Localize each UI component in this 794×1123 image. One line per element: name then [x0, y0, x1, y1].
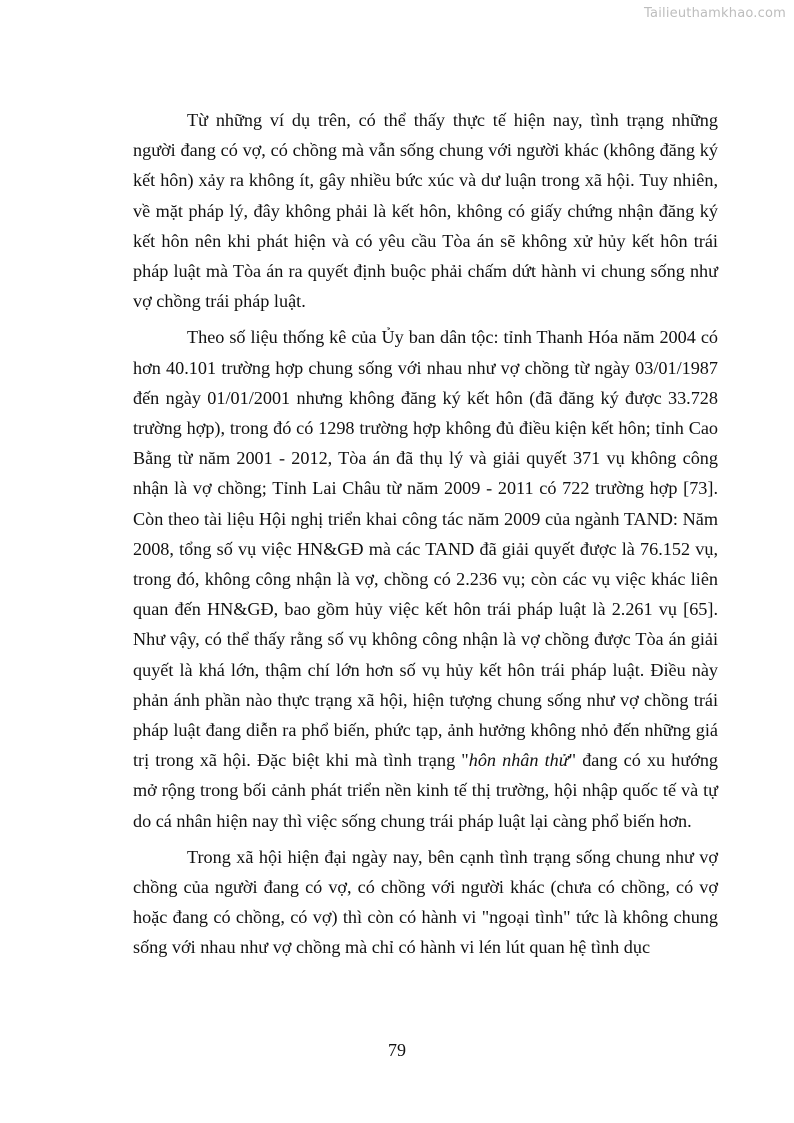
paragraph-2-text-end: " đang có xu hướng mở rộng trong bối cảnh phát triển nền kinh tế thị trường, hội nhập quốc tế và tự do cá nhân hiện nay thì việc sống chung trái pháp luật lại càng phổ biến hơn. [133, 750, 719, 831]
document-body [133, 105, 718, 969]
paragraph-2-italic-term: hôn nhân thử [468, 750, 569, 771]
paragraph-1: Từ những ví dụ trên, có thể thấy thực tế hiện nay, tình trạng những người đang có vợ, có chồng mà vẫn sống chung với người khác (không đăng ký kết hôn) xảy ra không ít, gây nhiều bức xúc và dư luận trong xã hội. Tuy nhiên, về mặt pháp lý, đây không phải là kết hôn, không có giấy chứng nhận đăng ký kết hôn nên khi phát hiện và có yêu cầu Tòa án sẽ không xử hủy kết hôn trái pháp luật mà Tòa án ra quyết định buộc phải chấm dứt hành vi chung sống như vợ chồng trái pháp luật. [133, 110, 718, 312]
paragraph-3: Trong xã hội hiện đại ngày nay, bên cạnh tình trạng sống chung như vợ chồng của người đang có vợ, có chồng với người khác (chưa có chồng, có vợ hoặc đang có chồng, có vợ) thì còn có hành vi "ngoại tình" tức là không chung sống với nhau như vợ chồng mà chỉ có hành vi lén lút quan hệ tình dục [133, 846, 718, 958]
page-number: 79 [388, 1040, 406, 1060]
paragraph-2-text-start: Theo số liệu thống kê của Ủy ban dân tộc: tỉnh Thanh Hóa năm 2004 có hơn 40.101 trường hợp chung sống với nhau như vợ chồng từ ngày 03/01/1987 đến ngày 01/01/2001 nhưng không đăng ký kết hôn (đã đăng ký được 33.728 trường hợp), trong đó có 1298 trường hợp không đủ điều kiện kết hôn; tỉnh Cao Bằng từ năm 2001 - 2012, Tòa án đã thụ lý và giải quyết 371 vụ không công nhận là vợ chồng; Tỉnh Lai Châu từ năm 2009 - 2011 có 722 trường hợp [73]. Còn theo tài liệu Hội nghị triển khai công tác năm 2009 của ngành TAND: Năm 2008, tổng số vụ việc HN&GĐ mà các TAND đã giải quyết được là 76.152 vụ, trong đó, không công nhận là vợ, chồng có 2.236 vụ; còn các vụ việc khác liên quan đến HN&GĐ, bao gồm hủy việc kết hôn trái pháp luật là 2.261 vụ [65]. Như vậy, có thể thấy rằng số vụ không công nhận là vợ chồng được Tòa án giải quyết là khá lớn, thậm chí lớn hơn số vụ hủy kết hôn trái pháp luật. Điều này phản ánh phần nào thực trạng xã hội, hiện tượng chung sống như vợ chồng trái pháp luật đang diễn ra phổ biến, phức tạp, ảnh hưởng không nhỏ đến những giá trị trong xã hội. Đặc biệt khi mà tình trạng " [133, 327, 718, 771]
paragraph-2 [133, 322, 718, 835]
watermark-text: Tailieuthamkhao.com [644, 6, 786, 21]
